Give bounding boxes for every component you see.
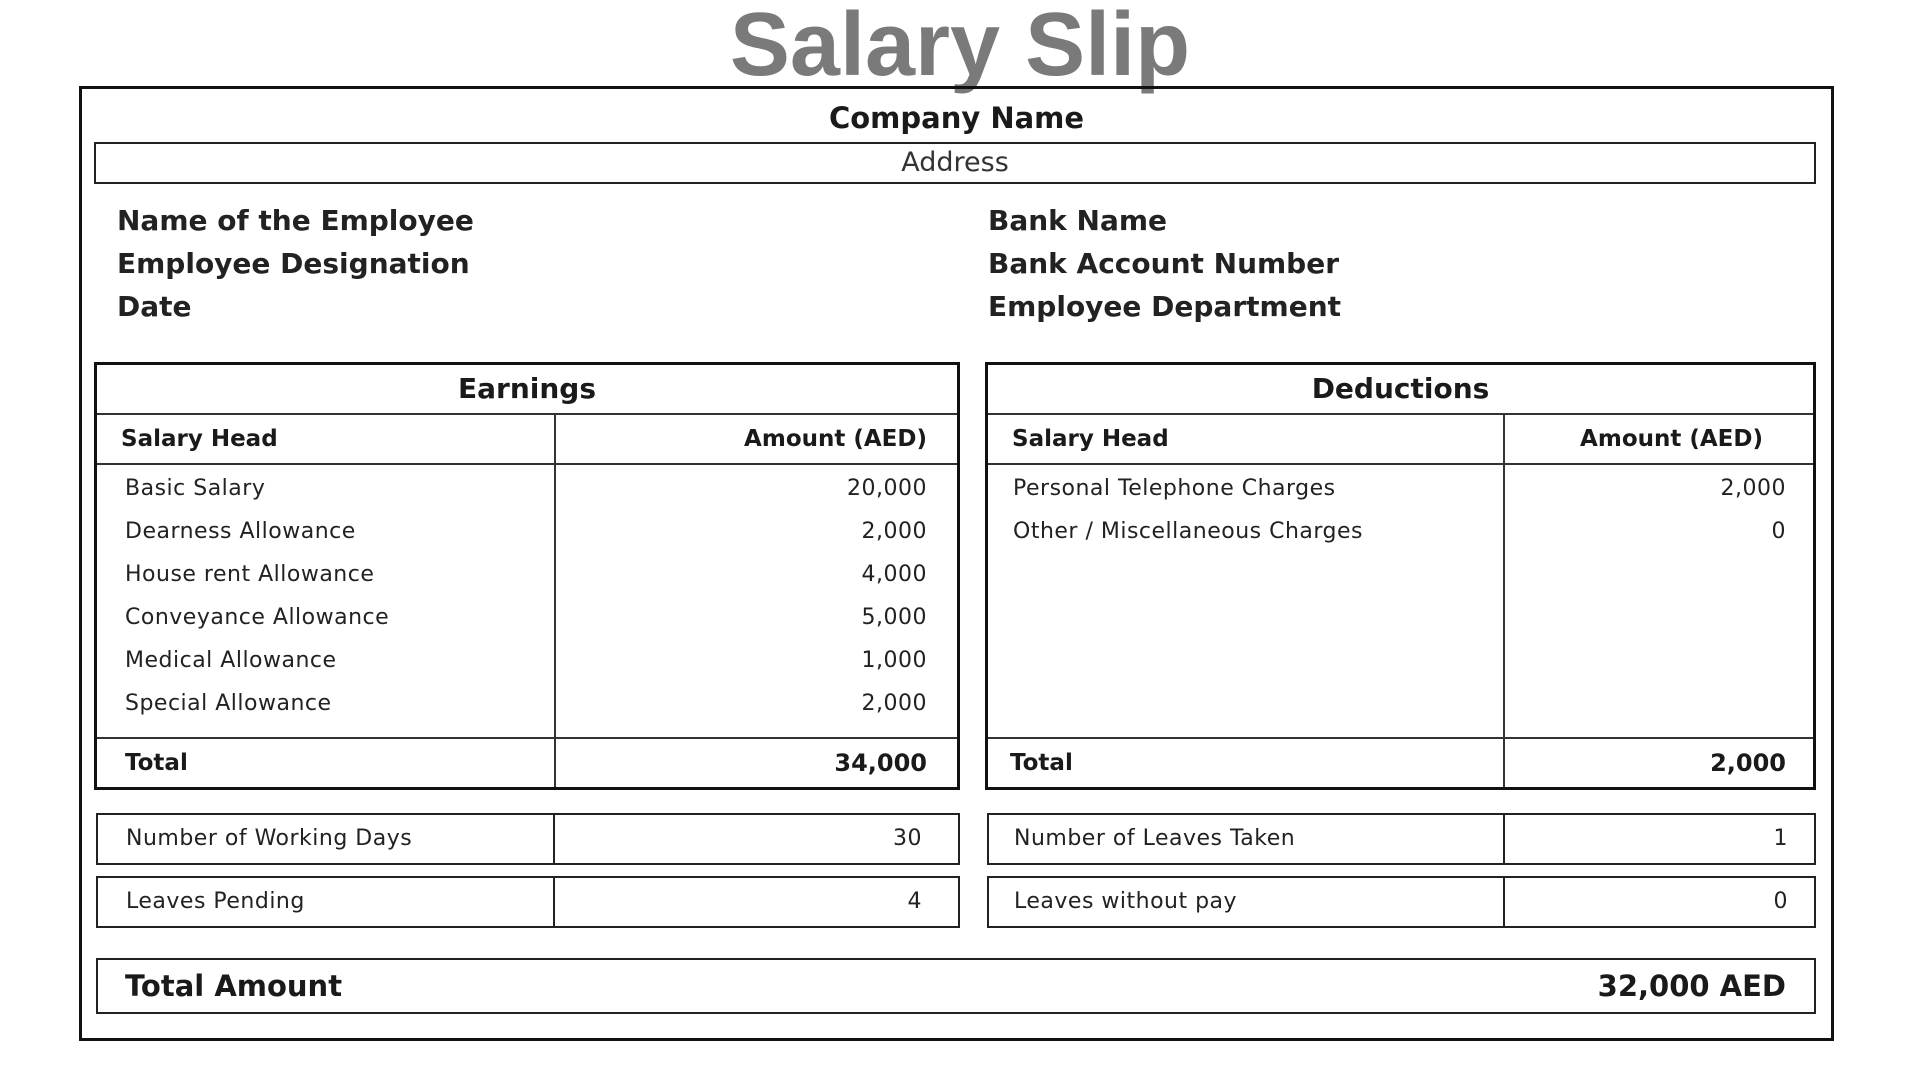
earnings-amount-header: Amount (AED) — [744, 426, 927, 452]
table-row — [97, 639, 957, 682]
earnings-title: Earnings — [97, 365, 957, 415]
deduction-label: Other / Miscellaneous Charges — [1013, 519, 1363, 544]
deductions-total-amount: 2,000 — [1710, 749, 1786, 777]
salary-slip — [79, 86, 1834, 1041]
deduction-amount: 0 — [1771, 519, 1786, 544]
earning-label: Medical Allowance — [125, 648, 337, 673]
earning-label: House rent Allowance — [125, 562, 375, 587]
earning-amount: 4,000 — [861, 562, 927, 587]
deductions-salary-head-header: Salary Head — [1012, 426, 1169, 452]
box-divider — [553, 815, 555, 863]
deductions-title: Deductions — [988, 365, 1813, 415]
deduction-label: Personal Telephone Charges — [1013, 476, 1336, 501]
box-divider — [553, 878, 555, 926]
employee-designation-label: Employee Designation — [117, 247, 470, 280]
earnings-salary-head-header: Salary Head — [121, 426, 278, 452]
earning-amount: 2,000 — [861, 691, 927, 716]
earning-amount: 1,000 — [861, 648, 927, 673]
leaves-taken-label: Number of Leaves Taken — [1014, 826, 1296, 851]
bank-name-label: Bank Name — [988, 204, 1168, 237]
bank-account-label: Bank Account Number — [988, 247, 1340, 280]
leaves-taken-value: 1 — [1773, 826, 1788, 851]
working-days-value: 30 — [893, 826, 922, 851]
earning-label: Basic Salary — [125, 476, 266, 501]
employee-info-right — [988, 199, 1341, 328]
earning-amount: 5,000 — [861, 605, 927, 630]
table-row — [988, 510, 1813, 553]
earning-label: Special Allowance — [125, 691, 332, 716]
box-divider — [1503, 815, 1505, 863]
company-name: Company Name — [828, 101, 1085, 135]
working-days-box — [96, 813, 960, 865]
earning-amount: 20,000 — [847, 476, 927, 501]
total-amount-label: Total Amount — [125, 969, 343, 1003]
deductions-total-label: Total — [1010, 750, 1073, 776]
earning-amount: 2,000 — [861, 519, 927, 544]
company-address: Address — [94, 142, 1816, 184]
leaves-pending-label: Leaves Pending — [126, 889, 305, 914]
employee-department-label: Employee Department — [988, 290, 1342, 323]
deduction-amount: 2,000 — [1720, 476, 1786, 501]
earnings-header-row — [97, 415, 957, 465]
page-title: Salary Slip — [729, 0, 1191, 95]
leaves-pending-value: 4 — [907, 889, 922, 914]
leaves-without-pay-label: Leaves without pay — [1014, 889, 1238, 914]
deductions-total-row — [988, 737, 1813, 787]
earnings-total-amount: 34,000 — [834, 749, 927, 777]
table-row — [97, 553, 957, 596]
deductions-rows — [988, 467, 1813, 553]
employee-info-left — [117, 199, 474, 328]
leaves-without-pay-value: 0 — [1773, 889, 1788, 914]
deductions-amount-header: Amount (AED) — [1580, 426, 1763, 452]
table-row — [97, 510, 957, 553]
earnings-total-row — [97, 737, 957, 787]
earnings-table — [94, 362, 960, 790]
earnings-rows — [97, 467, 957, 725]
deductions-table — [985, 362, 1816, 790]
table-row — [988, 467, 1813, 510]
total-amount-value: 32,000 AED — [1597, 969, 1786, 1003]
deductions-header-row — [988, 415, 1813, 465]
total-amount-box — [96, 958, 1816, 1014]
leaves-pending-box — [96, 876, 960, 928]
table-row — [97, 596, 957, 639]
leaves-without-pay-box — [987, 876, 1816, 928]
earnings-total-label: Total — [125, 750, 188, 776]
earning-label: Conveyance Allowance — [125, 605, 390, 630]
box-divider — [1503, 878, 1505, 926]
earning-label: Dearness Allowance — [125, 519, 356, 544]
table-row — [97, 467, 957, 510]
employee-name-label: Name of the Employee — [117, 204, 474, 237]
date-label: Date — [117, 290, 192, 323]
working-days-label: Number of Working Days — [126, 826, 413, 851]
table-row — [97, 682, 957, 725]
leaves-taken-box — [987, 813, 1816, 865]
